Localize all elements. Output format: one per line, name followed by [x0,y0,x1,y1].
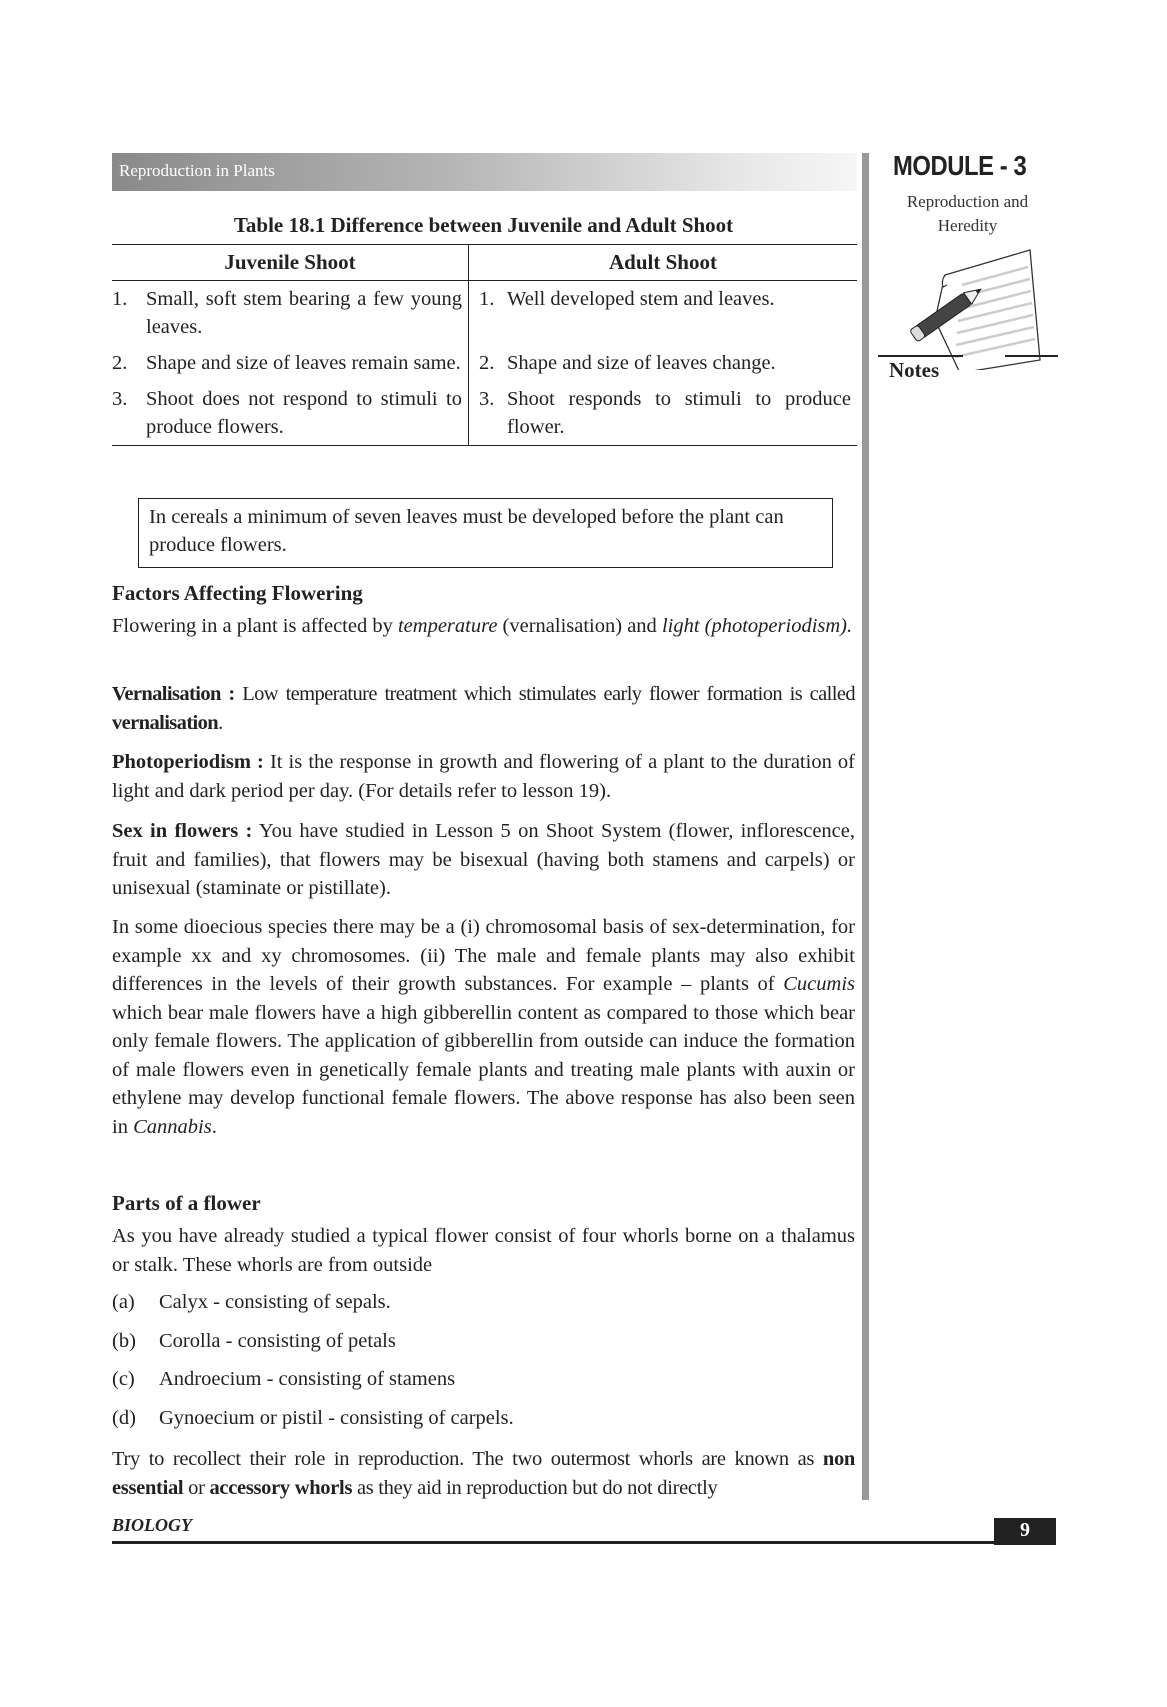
adult-cell [469,381,858,446]
text-run: In some dioecious species there may be a (i) chromosomal basis of sex-determination, for example xx and xy chromosomes. (ii) The male and female plants may also exhibit differences in the levels of their growth substances. For example – plants of [112,916,855,995]
term-vernalisation: vernalisation [112,711,219,734]
cell-text: Well developed stem and leaves. [507,288,775,310]
text-run: Try to recollect their role in reproduction. The two outermost whorls are known as [112,1448,823,1470]
module-title: MODULE - 3 [893,150,1027,181]
juvenile-cell [112,281,469,346]
paragraph-sex-in-flowers [112,817,855,903]
table-header-row [112,245,857,281]
comparison-table [112,244,857,446]
list-marker: (c) [112,1368,135,1390]
text-run: . [218,711,223,734]
term-photoperiodism-label: Photoperiodism : [112,751,264,773]
item-number: 1. [112,288,128,310]
list-marker: (a) [112,1291,135,1313]
juvenile-cell [112,381,469,446]
notes-rule-left [878,355,963,357]
juvenile-cell [112,345,469,381]
list-marker: (d) [112,1407,136,1429]
term-vernalisation-label: Vernalisation : [112,683,235,705]
section-heading-parts: Parts of a flower [112,1191,261,1215]
margin-divider [862,153,869,1500]
paragraph-vernalisation [112,680,855,737]
item-number: 2. [479,352,495,374]
item-number: 3. [479,388,495,410]
adult-cell [469,345,858,381]
paragraph-parts-intro: As you have already studied a typical flower consist of four whorls borne on a thalamus or stalk. These whorls are from outside [112,1225,855,1276]
list-item [112,1407,514,1430]
text-run: as they aid in reproduction but do not directly [352,1476,718,1499]
section-heading-factors: Factors Affecting Flowering [112,581,363,605]
column-header-adult: Adult Shoot [469,245,858,281]
term-non-essential: non essential [112,1448,855,1499]
table-row [112,381,857,446]
term-cucumis: Cucumis [783,973,855,995]
text-run: It is the response in growth and flowering of a plant to the duration of light and dark period per day. (For details refer to lesson 19). [112,751,855,802]
cell-text: Shape and size of leaves remain same. [146,352,461,374]
list-item [112,1291,391,1314]
footer-rule [112,1541,994,1544]
column-header-juvenile: Juvenile Shoot [112,245,469,281]
notes-rule-right [1005,355,1058,357]
text-run: (vernalisation) and [497,615,662,637]
list-text: Corolla - consisting of petals [159,1330,396,1352]
cell-text: Small, soft stem bearing a few young leaves. [146,288,462,338]
list-item [112,1330,396,1353]
term-sex-in-flowers-label: Sex in flowers : [112,820,253,842]
paragraph-photoperiodism [112,748,855,805]
paragraph-factors [112,612,855,641]
module-subtitle-line1: Reproduction and [906,192,1029,211]
cell-text: Shape and size of leaves change. [507,352,776,374]
list-text: Androecium - consisting of stamens [159,1368,456,1390]
table-row [112,281,857,346]
adult-cell [469,281,858,346]
paragraph-parts-closing [112,1445,855,1502]
text-run: Low temperature treatment which stimulates early flower formation is called [234,683,856,705]
text-run: or [183,1476,210,1499]
notes-label: Notes [889,358,940,382]
boxed-note-text: In cereals a minimum of seven leaves must be developed before the plant can produce flowers. [149,506,784,556]
cell-text: Shoot does not respond to stimuli to produce flowers. [146,388,462,438]
cell-text: Shoot responds to stimuli to produce flower. [507,388,851,438]
list-marker: (b) [112,1330,136,1352]
item-number: 3. [112,388,128,410]
paragraph-dioecious [112,913,855,1141]
list-text: Gynoecium or pistil - consisting of carpels. [159,1407,514,1429]
text-run: . [211,1115,217,1138]
page-number: 9 [994,1518,1056,1545]
chapter-title: Reproduction in Plants [119,161,275,180]
table-caption: Table 18.1 Difference between Juvenile and Adult Shoot [233,213,734,237]
term-accessory-whorls: accessory whorls [209,1476,353,1499]
item-number: 2. [112,352,128,374]
text-run: which bear male flowers have a high gibberellin content as compared to those which bear only female flowers. The application of gibberellin from outside can induce the formation of male flowers even in genetically female plants and treating male plants with auxin or ethylene may develop functional female flowers. The above response has also been seen in [112,1001,855,1138]
term-light: light (photoperiodism). [661,615,853,637]
list-item [112,1368,455,1391]
module-subtitle [880,190,1055,238]
footer-subject: BIOLOGY [112,1515,192,1535]
chapter-header-bar [112,153,857,191]
boxed-note [138,498,833,568]
table-row [112,345,857,381]
text-run: Flowering in a plant is affected by [112,615,398,637]
item-number: 1. [479,288,495,310]
term-cannabis: Cannabis [133,1115,212,1138]
text-run: You have studied in Lesson 5 on Shoot System (flower, inflorescence, fruit and families), that flowers may be bisexual (having both stamens and carpels) or unisexual (staminate or pistillate). [112,820,856,899]
term-temperature: temperature [397,615,498,637]
module-subtitle-line2: Heredity [937,216,998,235]
list-text: Calyx - consisting of sepals. [159,1291,391,1313]
